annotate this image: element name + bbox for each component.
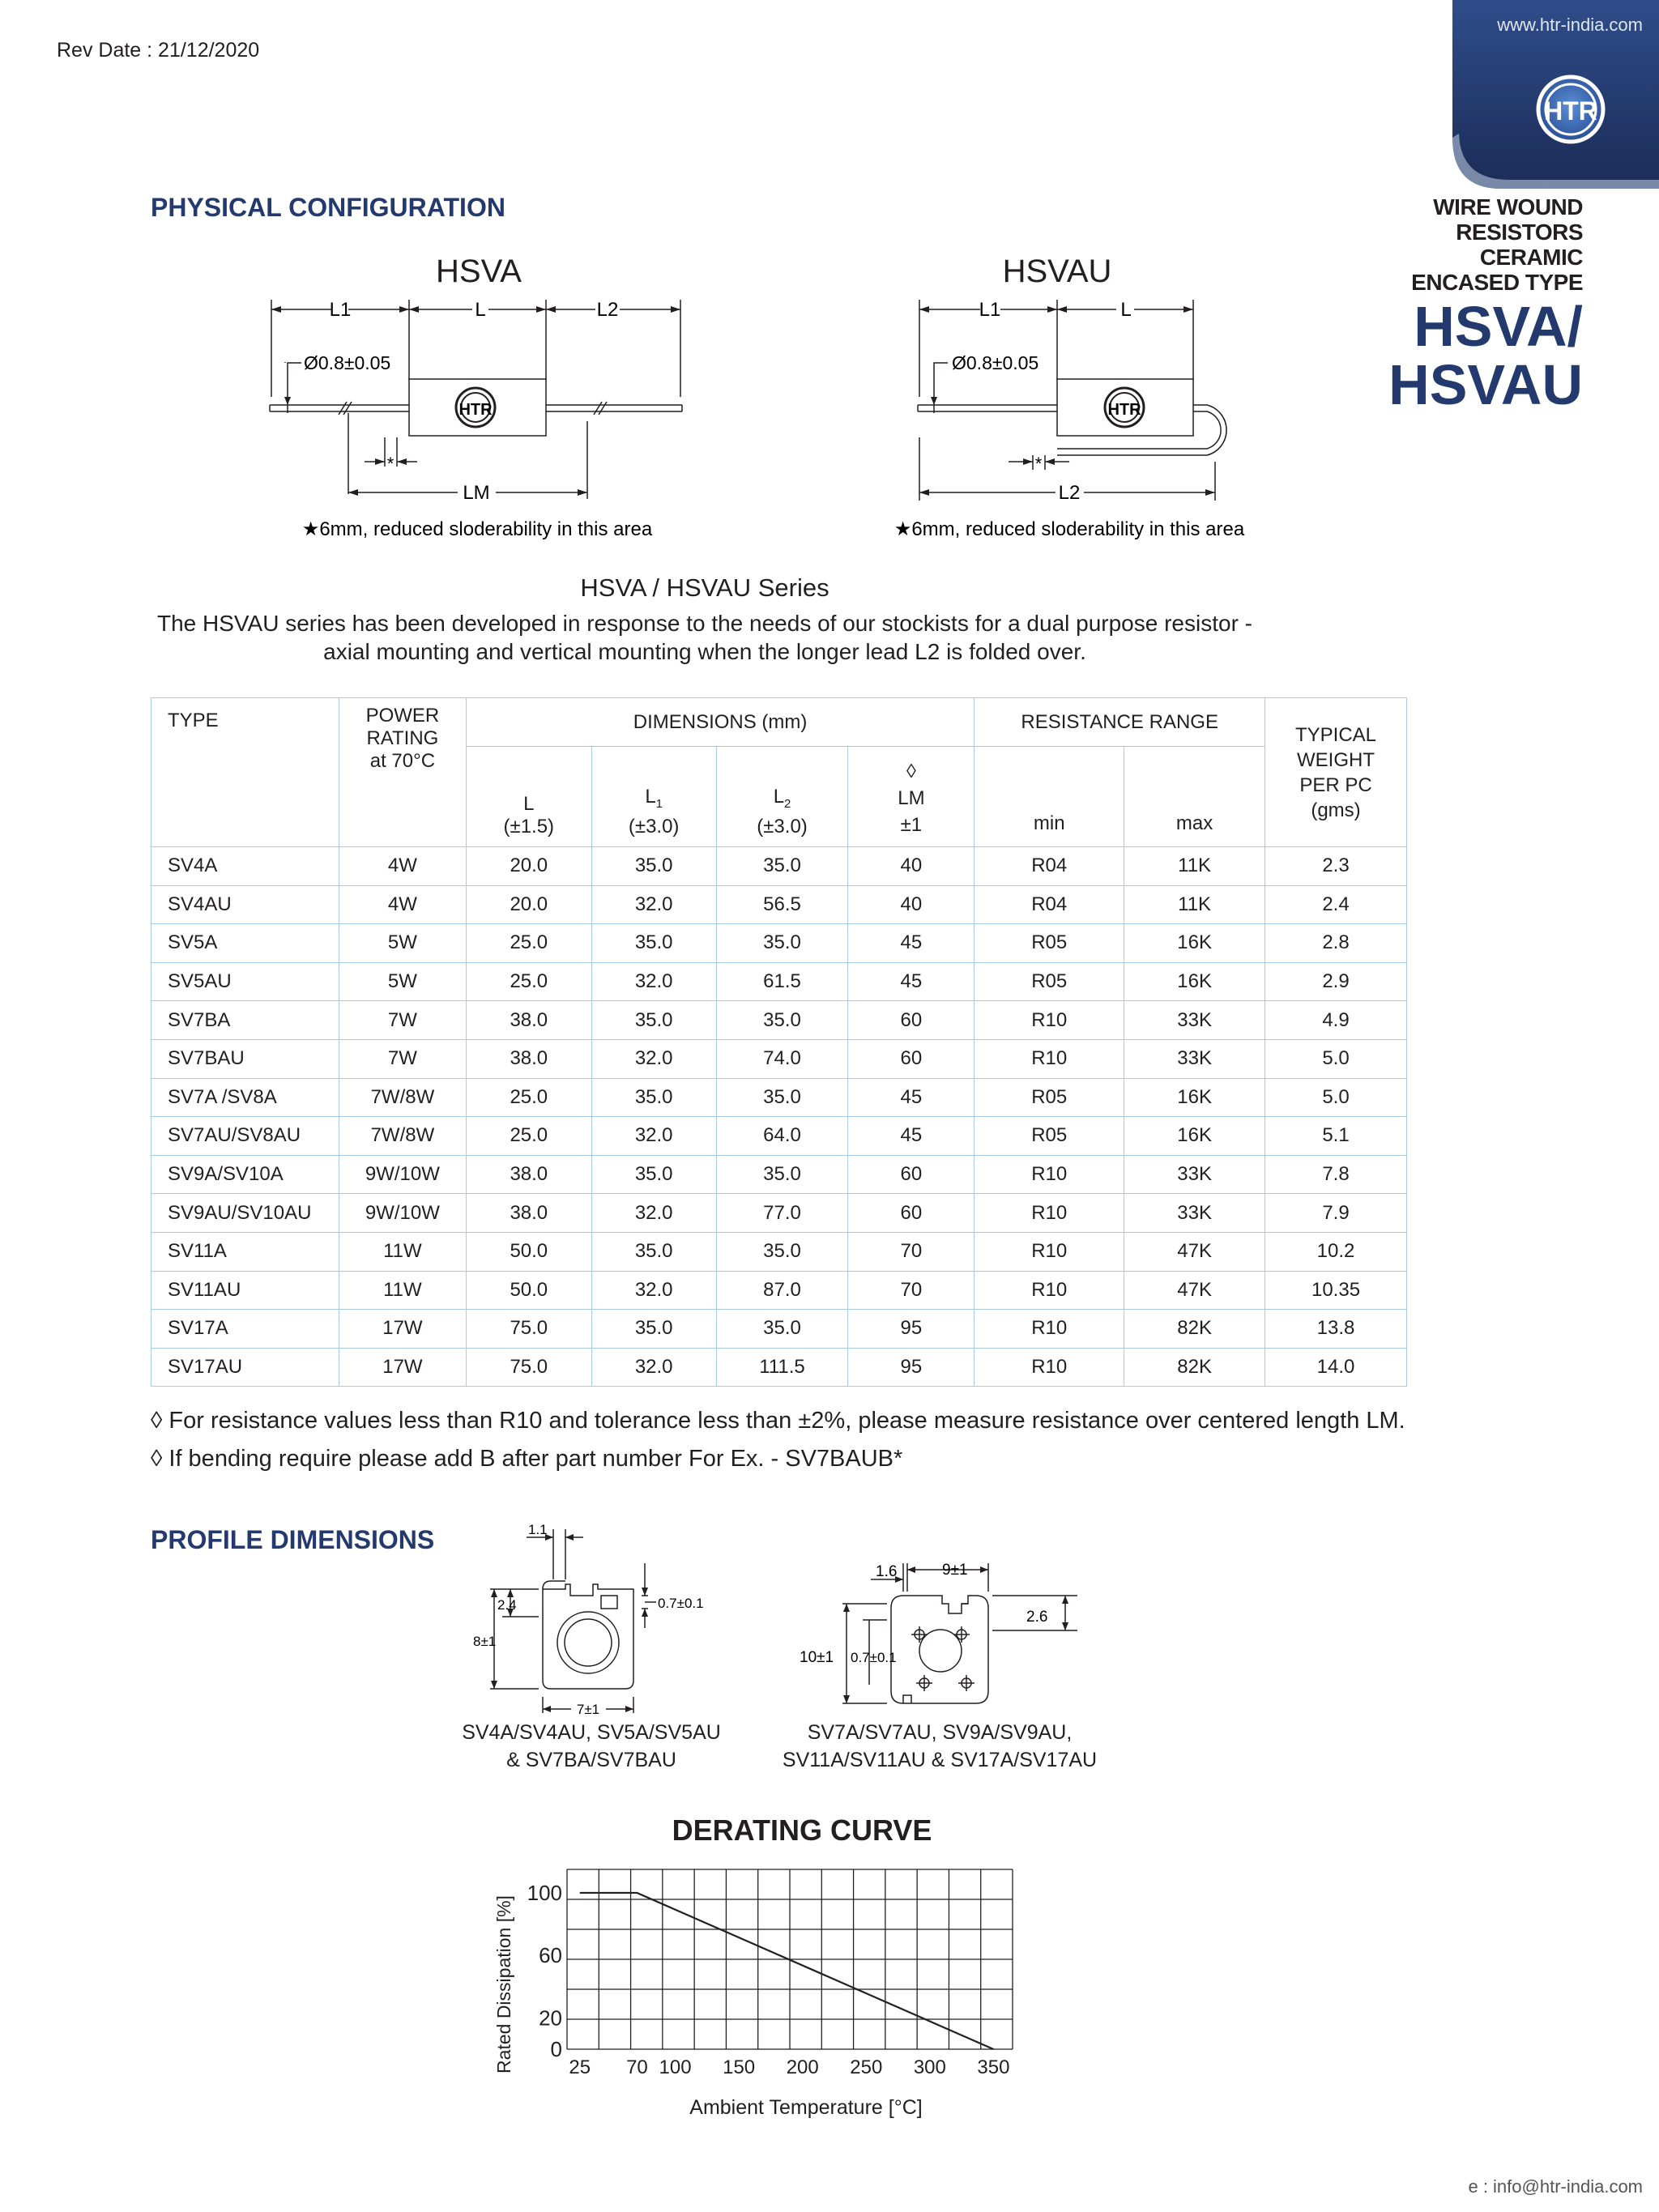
profile-caption-1: SV4A/SV4AU, SV5A/SV5AU & SV7BA/SV7BAU [462, 1721, 721, 1771]
table-cell: SV7AU/SV8AU [151, 1117, 339, 1156]
y-tick-label: 0 [550, 2037, 562, 2061]
table-cell: 7W/8W [339, 1117, 466, 1156]
table-cell: 35.0 [716, 924, 848, 963]
table-row [151, 1001, 1407, 1040]
table-cell: 75.0 [466, 1348, 591, 1387]
svg-text:L2: L2 [596, 299, 619, 321]
hsva-title: HSVA [436, 254, 522, 289]
table-cell: 35.0 [591, 1232, 716, 1271]
table-cell: 4.9 [1265, 1001, 1407, 1040]
table-cell: 5.0 [1265, 1078, 1407, 1117]
spec-table-body [151, 847, 1407, 1387]
x-tick-label: 300 [913, 2056, 946, 2078]
table-cell: 4W [339, 885, 466, 924]
svg-text:2.4: 2.4 [497, 1597, 517, 1613]
series-heading: HSVA / HSVAU Series [580, 573, 830, 602]
table-cell: 33K [1124, 1155, 1265, 1194]
table-cell: 32.0 [591, 885, 716, 924]
header-dimensions: DIMENSIONS (mm) [466, 698, 974, 747]
table-cell: 75.0 [466, 1310, 591, 1349]
x-tick-label: 150 [723, 2056, 756, 2078]
table-cell: 35.0 [716, 1310, 848, 1349]
svg-text:0.7±0.1: 0.7±0.1 [851, 1650, 897, 1665]
table-cell: 2.8 [1265, 924, 1407, 963]
table-cell: 35.0 [716, 847, 848, 886]
y-tick-label: 60 [539, 1943, 562, 1968]
hsvau-diagram [867, 243, 1353, 551]
table-cell: 35.0 [591, 847, 716, 886]
table-cell: 35.0 [716, 1155, 848, 1194]
table-cell: 82K [1124, 1310, 1265, 1349]
profile-diagram-1 [454, 1515, 729, 1717]
header-min: min [975, 747, 1124, 847]
svg-text:1.1: 1.1 [528, 1522, 548, 1537]
product-line3: CERAMIC [1479, 245, 1583, 270]
table-cell: 45 [848, 1117, 975, 1156]
profile-diagram-2 [790, 1547, 1098, 1717]
table-cell: 7W/8W [339, 1078, 466, 1117]
table-cell: SV11AU [151, 1271, 339, 1310]
table-cell: 38.0 [466, 1039, 591, 1078]
header-l1: $L_1$ (±3.0) [591, 747, 716, 847]
table-row [151, 1155, 1407, 1194]
table-cell: 11K [1124, 885, 1265, 924]
table-cell: SV7BA [151, 1001, 339, 1040]
physical-config-heading: PHYSICAL CONFIGURATION [151, 193, 505, 222]
table-cell: SV5A [151, 924, 339, 963]
table-cell: 45 [848, 1078, 975, 1117]
table-cell: SV9AU/SV10AU [151, 1194, 339, 1233]
table-cell: 35.0 [716, 1232, 848, 1271]
table-cell: 35.0 [591, 1078, 716, 1117]
table-cell: 95 [848, 1310, 975, 1349]
table-cell: 64.0 [716, 1117, 848, 1156]
table-cell: 70 [848, 1271, 975, 1310]
table-cell: 25.0 [466, 1078, 591, 1117]
table-cell: 35.0 [591, 1155, 716, 1194]
x-tick-label: 250 [850, 2056, 883, 2078]
header-l2: $L_2$ (±3.0) [716, 747, 848, 847]
note-resistance: ◊ For resistance values less than R10 and tolerance less than ±2%, please measure resistance over centered length LM. [151, 1408, 1405, 1434]
table-cell: 25.0 [466, 1117, 591, 1156]
product-name-1: HSVA/ [1414, 295, 1583, 358]
svg-text:L: L [475, 299, 486, 321]
table-cell: 32.0 [591, 1271, 716, 1310]
website-link[interactable]: www.htr-india.com [1497, 15, 1643, 35]
table-cell: 82K [1124, 1348, 1265, 1387]
spec-table [151, 697, 1407, 1387]
table-cell: 33K [1124, 1194, 1265, 1233]
table-cell: R04 [975, 847, 1124, 886]
table-cell: 2.4 [1265, 885, 1407, 924]
table-cell: 25.0 [466, 962, 591, 1001]
table-cell: 5W [339, 924, 466, 963]
table-cell: 50.0 [466, 1232, 591, 1271]
table-cell: 16K [1124, 962, 1265, 1001]
table-cell: 17W [339, 1310, 466, 1349]
table-cell: 9W/10W [339, 1155, 466, 1194]
table-cell: SV9A/SV10A [151, 1155, 339, 1194]
table-row [151, 1232, 1407, 1271]
profile-caption-2: SV7A/SV7AU, SV9A/SV9AU, SV11A/SV11AU & SV17A/SV17AU [782, 1721, 1098, 1771]
table-cell: 20.0 [466, 847, 591, 886]
table-cell: 16K [1124, 924, 1265, 963]
table-cell: 60 [848, 1155, 975, 1194]
table-cell: 10.35 [1265, 1271, 1407, 1310]
table-cell: 9W/10W [339, 1194, 466, 1233]
htr-logo-icon [1538, 77, 1603, 142]
table-cell: 111.5 [716, 1348, 848, 1387]
table-cell: 87.0 [716, 1271, 848, 1310]
table-cell: 13.8 [1265, 1310, 1407, 1349]
table-cell: R10 [975, 1001, 1124, 1040]
table-cell: 33K [1124, 1039, 1265, 1078]
table-cell: R05 [975, 924, 1124, 963]
svg-text:9±1: 9±1 [942, 1562, 968, 1579]
table-cell: 40 [848, 847, 975, 886]
table-cell: 7.8 [1265, 1155, 1407, 1194]
table-row [151, 1271, 1407, 1310]
table-cell: R10 [975, 1232, 1124, 1271]
table-row [151, 1078, 1407, 1117]
table-cell: SV5AU [151, 962, 339, 1001]
svg-text:L1: L1 [979, 299, 1001, 321]
table-cell: SV11A [151, 1232, 339, 1271]
svg-text:0.7±0.1: 0.7±0.1 [658, 1596, 704, 1611]
table-cell: 35.0 [591, 924, 716, 963]
table-cell: 35.0 [591, 1310, 716, 1349]
table-cell: 4W [339, 847, 466, 886]
derating-chart [478, 1806, 1045, 2130]
svg-text:HTR: HTR [1107, 401, 1141, 419]
table-row [151, 1310, 1407, 1349]
chart-series [580, 1893, 994, 2049]
table-row [151, 1039, 1407, 1078]
table-row [151, 1194, 1407, 1233]
table-cell: 38.0 [466, 1194, 591, 1233]
table-row [151, 847, 1407, 886]
svg-text:1.6: 1.6 [876, 1563, 898, 1580]
table-cell: 32.0 [591, 1039, 716, 1078]
table-cell: 7W [339, 1039, 466, 1078]
table-cell: 77.0 [716, 1194, 848, 1233]
table-cell: 35.0 [716, 1001, 848, 1040]
table-cell: 47K [1124, 1232, 1265, 1271]
table-cell: 35.0 [591, 1001, 716, 1040]
svg-text:Ø0.8±0.05: Ø0.8±0.05 [952, 352, 1039, 373]
table-cell: 38.0 [466, 1001, 591, 1040]
chart-x-ticks [569, 2056, 1009, 2078]
table-row [151, 1348, 1407, 1387]
table-cell: 5.1 [1265, 1117, 1407, 1156]
table-cell: 45 [848, 924, 975, 963]
rev-date: Rev Date : 21/12/2020 [57, 39, 260, 62]
x-tick-label: 350 [977, 2056, 1010, 2078]
table-cell: 10.2 [1265, 1232, 1407, 1271]
table-cell: 25.0 [466, 924, 591, 963]
table-cell: 5.0 [1265, 1039, 1407, 1078]
table-cell: R04 [975, 885, 1124, 924]
table-cell: SV7BAU [151, 1039, 339, 1078]
table-cell: 5W [339, 962, 466, 1001]
hsva-note: ★6mm, reduced sloderability in this area [301, 518, 653, 540]
table-cell: 47K [1124, 1271, 1265, 1310]
table-cell: 32.0 [591, 1194, 716, 1233]
chart-title: DERATING CURVE [672, 1813, 932, 1847]
table-cell: 45 [848, 962, 975, 1001]
table-cell: 17W [339, 1348, 466, 1387]
header-lm: ◊ LM ±1 [848, 747, 975, 847]
chart-y-ticks [527, 1881, 562, 2061]
table-cell: R05 [975, 962, 1124, 1001]
table-cell: R10 [975, 1271, 1124, 1310]
table-cell: 11W [339, 1232, 466, 1271]
svg-text:*: * [386, 454, 394, 474]
x-tick-label: 70 [626, 2056, 648, 2078]
svg-text:7±1: 7±1 [576, 1702, 600, 1717]
table-row [151, 1117, 1407, 1156]
header-max: max [1124, 747, 1265, 847]
table-cell: R10 [975, 1155, 1124, 1194]
header-l: L (±1.5) [466, 747, 591, 847]
table-cell: 33K [1124, 1001, 1265, 1040]
table-cell: 40 [848, 885, 975, 924]
product-name-2: HSVAU [1388, 353, 1583, 416]
table-cell: 2.9 [1265, 962, 1407, 1001]
svg-text:10±1: 10±1 [800, 1649, 834, 1666]
header-power: POWER RATING at 70°C [339, 698, 466, 847]
x-tick-label: 25 [569, 2056, 591, 2078]
table-cell: 60 [848, 1194, 975, 1233]
table-cell: 7W [339, 1001, 466, 1040]
table-cell: 32.0 [591, 1348, 716, 1387]
table-cell: 38.0 [466, 1155, 591, 1194]
table-cell: R05 [975, 1078, 1124, 1117]
table-cell: 14.0 [1265, 1348, 1407, 1387]
table-cell: 20.0 [466, 885, 591, 924]
table-cell: 32.0 [591, 962, 716, 1001]
table-cell: 11K [1124, 847, 1265, 886]
table-cell: R10 [975, 1039, 1124, 1078]
chart-x-label: Ambient Temperature [°C] [689, 2096, 923, 2119]
table-cell: 61.5 [716, 962, 848, 1001]
x-tick-label: 200 [786, 2056, 819, 2078]
table-cell: 16K [1124, 1117, 1265, 1156]
table-cell: 56.5 [716, 885, 848, 924]
footer-email[interactable]: e : info@htr-india.com [1468, 2176, 1643, 2197]
y-tick-label: 20 [539, 2005, 562, 2031]
table-cell: 7.9 [1265, 1194, 1407, 1233]
table-cell: 74.0 [716, 1039, 848, 1078]
x-tick-label: 100 [659, 2056, 692, 2078]
table-cell: R10 [975, 1310, 1124, 1349]
table-row [151, 962, 1407, 1001]
note-bending: ◊ If bending require please add B after part number For Ex. - SV7BAUB* [151, 1446, 903, 1472]
profile-heading: PROFILE DIMENSIONS [151, 1525, 435, 1554]
table-cell: 50.0 [466, 1271, 591, 1310]
header-resistance: RESISTANCE RANGE [975, 698, 1265, 747]
table-cell: SV17A [151, 1310, 339, 1349]
table-cell: 35.0 [716, 1078, 848, 1117]
table-cell: SV4AU [151, 885, 339, 924]
table-cell: R10 [975, 1348, 1124, 1387]
table-cell: SV4A [151, 847, 339, 886]
svg-text:2.6: 2.6 [1026, 1609, 1048, 1626]
table-cell: 32.0 [591, 1117, 716, 1156]
table-cell: SV17AU [151, 1348, 339, 1387]
hsva-diagram [243, 243, 729, 551]
derating-line-series-0 [580, 1893, 994, 2049]
table-row [151, 885, 1407, 924]
table-cell: 2.3 [1265, 847, 1407, 886]
product-line4: ENCASED TYPE [1411, 270, 1583, 295]
table-cell: 11W [339, 1271, 466, 1310]
svg-text:LM: LM [463, 482, 490, 504]
chart-y-label: Rated Dissipation [%] [493, 1895, 514, 2073]
svg-text:L2: L2 [1058, 482, 1081, 504]
svg-text:*: * [1034, 454, 1043, 474]
svg-text:HTR: HTR [1544, 96, 1597, 126]
svg-text:L: L [1120, 299, 1132, 321]
product-line2: RESISTORS [1456, 219, 1583, 245]
table-cell: 70 [848, 1232, 975, 1271]
series-description: The HSVAU series has been developed in response to the needs of our stockists for a dual purpose resistor - axial mounting and vertical mounting when the longer lead L2 is folded over. [157, 611, 1252, 664]
table-cell: SV7A /SV8A [151, 1078, 339, 1117]
hsvau-title: HSVAU [1002, 254, 1112, 289]
svg-text:L1: L1 [329, 299, 352, 321]
product-title-block [1388, 194, 1583, 416]
table-cell: R05 [975, 1117, 1124, 1156]
table-cell: 16K [1124, 1078, 1265, 1117]
product-line1: WIRE WOUND [1433, 194, 1583, 219]
header-weight: TYPICAL WEIGHT PER PC (gms) [1265, 698, 1407, 847]
svg-text:8±1: 8±1 [473, 1634, 497, 1649]
y-tick-label: 100 [527, 1880, 562, 1905]
table-row [151, 924, 1407, 963]
header-type: TYPE [151, 698, 339, 847]
table-cell: 60 [848, 1001, 975, 1040]
svg-text:Ø0.8±0.05: Ø0.8±0.05 [304, 352, 391, 373]
table-cell: 60 [848, 1039, 975, 1078]
table-cell: R10 [975, 1194, 1124, 1233]
hsvau-note: ★6mm, reduced sloderability in this area [893, 518, 1245, 540]
table-cell: 95 [848, 1348, 975, 1387]
svg-text:HTR: HTR [458, 401, 493, 419]
